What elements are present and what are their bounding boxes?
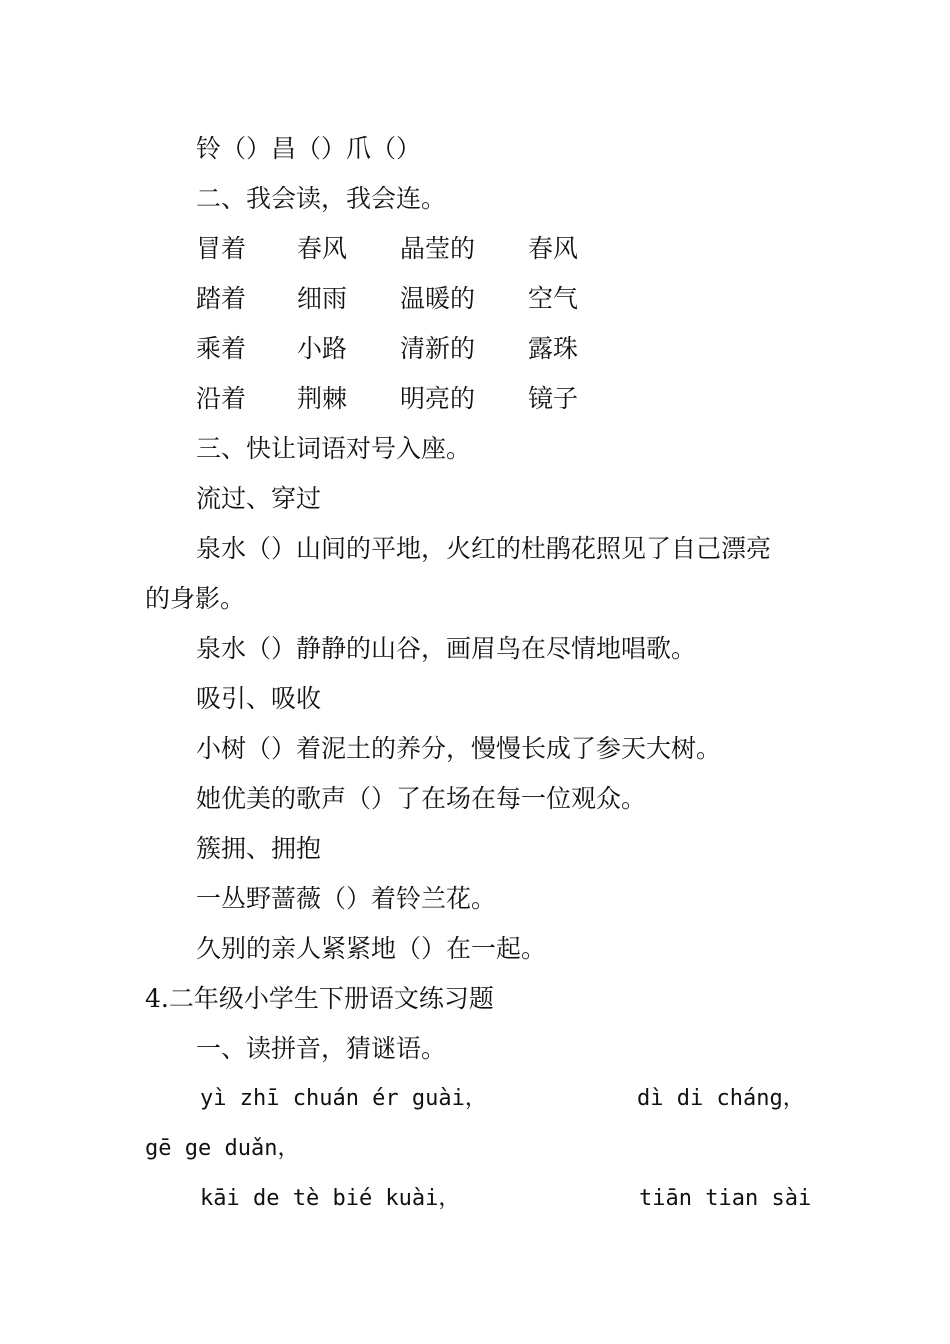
- section-title: 4.二年级小学生下册语文练习题: [145, 984, 494, 1013]
- match-cell: 镜子: [528, 384, 579, 413]
- match-cell: 乘着: [196, 334, 247, 363]
- word-pair: 流过、穿过: [196, 484, 322, 513]
- sentence: 泉水（）静静的山谷，画眉鸟在尽情地唱歌。: [196, 634, 697, 663]
- sentence: 泉水（）山间的平地，火红的杜鹃花照见了自己漂亮: [196, 534, 772, 563]
- pinyin-text: kāi de tè bié kuài，: [200, 1186, 461, 1211]
- match-cell: 小路: [297, 334, 348, 363]
- match-cell: 冒着: [196, 234, 247, 263]
- match-cell: 春风: [297, 234, 348, 263]
- match-cell: 荆棘: [297, 384, 348, 413]
- word-pair: 吸引、吸收: [196, 684, 322, 713]
- sentence-continuation: 的身影。: [145, 584, 246, 613]
- pinyin-text: tiān tian sài: [639, 1186, 812, 1211]
- match-cell: 晶莹的: [400, 234, 476, 263]
- word-pair: 簇拥、拥抱: [196, 834, 322, 863]
- match-cell: 踏着: [196, 284, 247, 313]
- sentence: 一丛野蔷薇（）着铃兰花。: [196, 884, 497, 913]
- pinyin-text: gē ge duǎn，: [145, 1136, 300, 1161]
- pinyin-text: yì zhī chuán ér guài，: [200, 1086, 487, 1111]
- match-cell: 露珠: [528, 334, 579, 363]
- match-cell: 空气: [528, 284, 579, 313]
- pinyin-text: dì di cháng，: [637, 1086, 805, 1111]
- match-cell: 温暖的: [400, 284, 476, 313]
- sentence: 小树（）着泥土的养分，慢慢长成了参天大树。: [196, 734, 722, 763]
- match-cell: 细雨: [297, 284, 348, 313]
- match-cell: 沿着: [196, 384, 247, 413]
- match-cell: 春风: [528, 234, 579, 263]
- match-cell: 明亮的: [400, 384, 476, 413]
- sentence: 她优美的歌声（）了在场在每一位观众。: [196, 784, 647, 813]
- text-line: 铃（）昌（）爪（）: [196, 134, 422, 163]
- section-heading: 三、快让词语对号入座。: [196, 434, 472, 463]
- section-heading: 二、我会读，我会连。: [196, 184, 447, 213]
- match-cell: 清新的: [400, 334, 476, 363]
- section-heading: 一、读拼音，猜谜语。: [196, 1034, 447, 1063]
- sentence: 久别的亲人紧紧地（）在一起。: [196, 934, 547, 963]
